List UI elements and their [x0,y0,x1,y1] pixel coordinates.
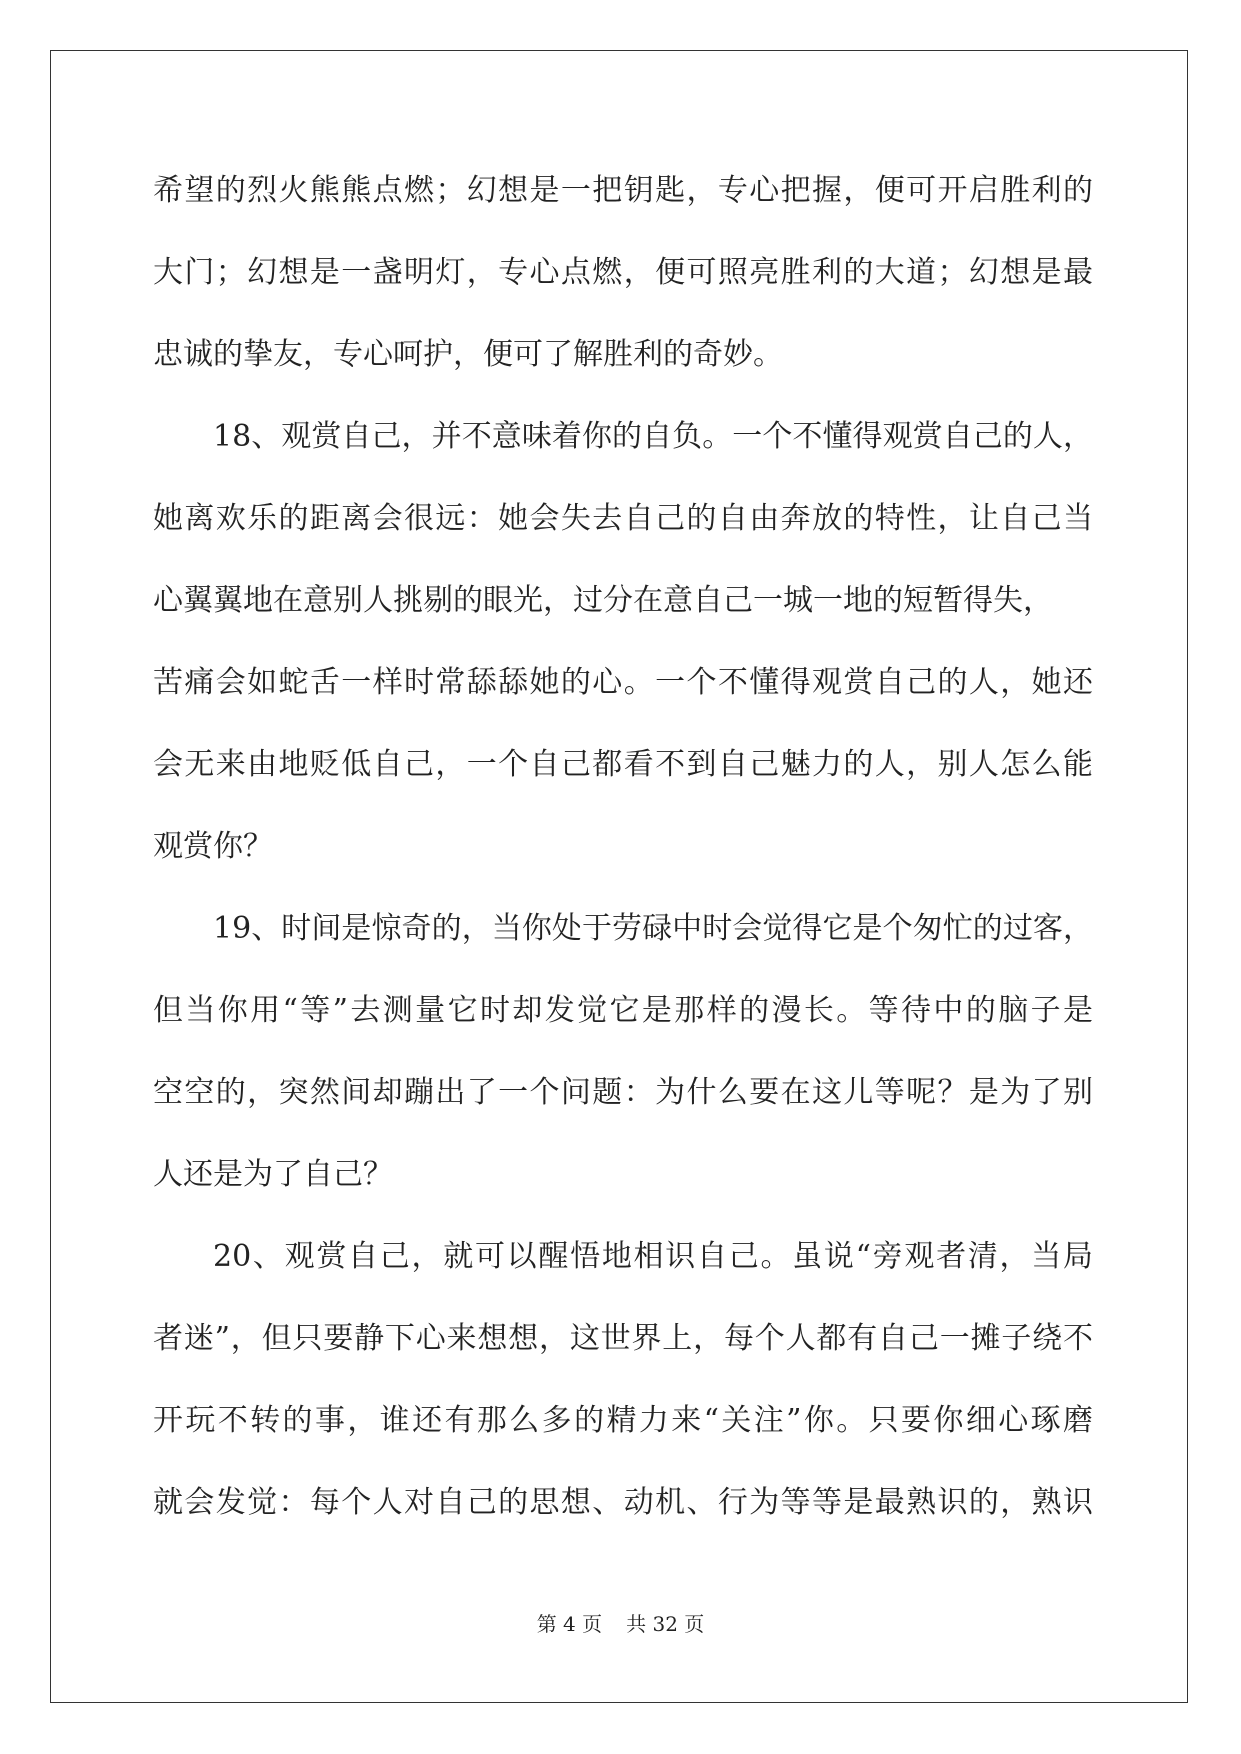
text-line: 但当你用“等”去测量它时却发觉它是那样的漫长。等待中的脑子是 [153,993,1093,1028]
text-line: 观赏你？ [153,829,273,864]
text-line: 空空的，突然间却蹦出了一个问题：为什么要在这儿等呢？是为了别 [153,1075,1093,1110]
paragraph-start-line: 19、时间是惊奇的，当你处于劳碌中时会觉得它是个匆忙的过客， [213,911,1093,946]
text-line: 心翼翼地在意别人挑剔的眼光，过分在意自己一城一地的短暂得失， [153,583,1053,618]
text-line: 大门；幻想是一盏明灯，专心点燃，便可照亮胜利的大道；幻想是最 [153,255,1093,290]
text-line: 人还是为了自己？ [153,1157,393,1192]
document-body [153,150,1093,1544]
page-number: 第 4 页 [536,1612,603,1636]
page-total: 共 32 页 [626,1612,705,1636]
text-line: 会无来由地贬低自己，一个自己都看不到自己魅力的人，别人怎么能 [153,747,1093,782]
text-line: 希望的烈火熊熊点燃；幻想是一把钥匙，专心把握，便可开启胜利的 [153,173,1093,208]
page-footer [0,1608,1241,1637]
text-line: 者迷”，但只要静下心来想想，这世界上，每个人都有自己一摊子绕不 [153,1321,1093,1356]
paragraph-start-line: 20、观赏自己，就可以醒悟地相识自己。虽说“旁观者清，当局 [213,1239,1093,1274]
text-line: 开玩不转的事，谁还有那么多的精力来“关注”你。只要你细心琢磨 [153,1403,1093,1438]
paragraph-start-line: 18、观赏自己，并不意味着你的自负。一个不懂得观赏自己的人， [213,419,1093,454]
text-line: 她离欢乐的距离会很远：她会失去自己的自由奔放的特性，让自己当 [153,501,1093,536]
text-line: 忠诚的挚友，专心呵护，便可了解胜利的奇妙。 [153,337,783,372]
text-line: 就会发觉：每个人对自己的思想、动机、行为等等是最熟识的，熟识 [153,1485,1093,1520]
text-line: 苦痛会如蛇舌一样时常舔舔她的心。一个不懂得观赏自己的人，她还 [153,665,1093,700]
